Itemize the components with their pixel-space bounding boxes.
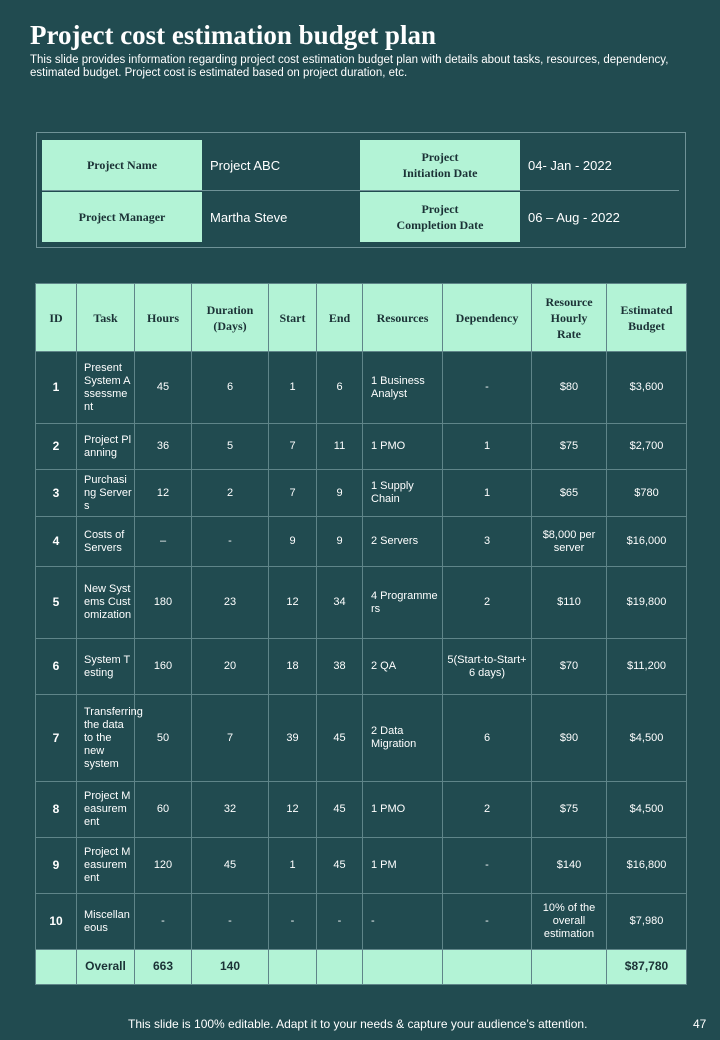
completion-date-label	[360, 192, 520, 242]
project-manager-label: Project Manager	[42, 192, 202, 242]
cell-start: -	[269, 894, 317, 950]
header-id: ID	[36, 284, 77, 352]
completion-date-label-line2: Completion Date	[396, 218, 484, 232]
table-row	[36, 782, 687, 838]
cell-duration: 20	[192, 639, 269, 695]
cell-id: 10	[36, 894, 77, 950]
project-name-value: Project ABC	[210, 157, 281, 173]
cell-rate: $80	[532, 352, 607, 424]
cell-rate: 10% of the overall estimation	[532, 894, 607, 950]
cell-task: Present System Assessment	[77, 352, 135, 424]
table-row	[36, 695, 687, 782]
table-row	[36, 894, 687, 950]
cell-duration: 45	[192, 838, 269, 894]
cell-budget: $7,980	[607, 894, 687, 950]
initiation-date-label	[360, 140, 520, 190]
cell-task: System Testing	[77, 639, 135, 695]
cell-resources: 1 Supply Chain	[363, 470, 443, 517]
cell-hours: 50	[135, 695, 192, 782]
cell-id: 2	[36, 424, 77, 470]
cell-resources: 2 QA	[363, 639, 443, 695]
total-cell-empty	[363, 950, 443, 985]
cell-budget: $19,800	[607, 567, 687, 639]
slide-title: Project cost estimation budget plan	[30, 20, 436, 50]
cell-duration: 6	[192, 352, 269, 424]
cell-end: 9	[317, 517, 363, 567]
cell-start: 1	[269, 352, 317, 424]
cell-end: -	[317, 894, 363, 950]
project-name-label: Project Name	[42, 140, 202, 190]
total-cell-empty	[532, 950, 607, 985]
header-task: Task	[77, 284, 135, 352]
cell-hours: 120	[135, 838, 192, 894]
cell-rate: $75	[532, 782, 607, 838]
cell-task: Project Measurement	[77, 838, 135, 894]
cell-resources: -	[363, 894, 443, 950]
cell-hours: -	[135, 894, 192, 950]
cell-task: Purchasing Servers	[77, 470, 135, 517]
cell-duration: -	[192, 894, 269, 950]
info-divider	[42, 190, 679, 191]
cell-hours: 160	[135, 639, 192, 695]
cell-resources: 2 Data Migration	[363, 695, 443, 782]
cell-duration: 7	[192, 695, 269, 782]
cell-dependency: 6	[443, 695, 532, 782]
table-header-row	[36, 284, 687, 352]
header-rate-line2: Hourly	[550, 310, 588, 325]
cell-duration: 23	[192, 567, 269, 639]
cell-id: 5	[36, 567, 77, 639]
table-row	[36, 424, 687, 470]
cell-resources: 1 Business Analyst	[363, 352, 443, 424]
cell-dependency: 5(Start-to-Start+ 6 days)	[443, 639, 532, 695]
header-budget-line2: Budget	[628, 318, 665, 333]
cell-budget: $11,200	[607, 639, 687, 695]
header-dependency: Dependency	[443, 284, 532, 352]
cell-budget: $780	[607, 470, 687, 517]
header-end: End	[317, 284, 363, 352]
table-row	[36, 567, 687, 639]
cell-task: New Systems Customization	[77, 567, 135, 639]
cell-duration: 2	[192, 470, 269, 517]
header-rate-line1: Resource	[545, 294, 593, 309]
cell-rate: $90	[532, 695, 607, 782]
cell-budget: $16,000	[607, 517, 687, 567]
total-duration: 140	[192, 950, 269, 985]
cell-resources: 2 Servers	[363, 517, 443, 567]
cell-end: 11	[317, 424, 363, 470]
cell-end: 6	[317, 352, 363, 424]
cell-duration: -	[192, 517, 269, 567]
cell-id: 1	[36, 352, 77, 424]
cell-resources: 1 PMO	[363, 424, 443, 470]
cell-task: Project Measurement	[77, 782, 135, 838]
total-hours: 663	[135, 950, 192, 985]
cell-end: 45	[317, 838, 363, 894]
initiation-date-label-line1: Project	[421, 150, 459, 164]
total-cell-empty	[269, 950, 317, 985]
project-info-box	[36, 132, 686, 248]
cell-resources: 1 PMO	[363, 782, 443, 838]
slide-subtitle: This slide provides information regarding project cost estimation budget plan with details about tasks, resources, dependency, estimated budget. Project cost is estimated based on project duration, etc.	[30, 54, 669, 79]
budget-table-wrapper	[35, 283, 686, 985]
cell-dependency: -	[443, 894, 532, 950]
cell-id: 3	[36, 470, 77, 517]
footer-text: This slide is 100% editable. Adapt it to your needs & capture your audience’s attention.	[128, 1017, 588, 1031]
cell-start: 12	[269, 782, 317, 838]
header-budget	[607, 284, 687, 352]
total-cell-empty	[443, 950, 532, 985]
cell-budget: $16,800	[607, 838, 687, 894]
cell-budget: $3,600	[607, 352, 687, 424]
cell-id: 8	[36, 782, 77, 838]
cell-duration: 32	[192, 782, 269, 838]
cell-budget: $4,500	[607, 695, 687, 782]
cell-resources: 4 Programmers	[363, 567, 443, 639]
cell-end: 38	[317, 639, 363, 695]
table-row	[36, 517, 687, 567]
header-budget-line1: Estimated	[620, 302, 673, 317]
cell-id: 4	[36, 517, 77, 567]
cell-start: 9	[269, 517, 317, 567]
table-row	[36, 352, 687, 424]
initiation-date-label-line2: Initiation Date	[402, 166, 478, 180]
cell-id: 6	[36, 639, 77, 695]
table-row	[36, 838, 687, 894]
cell-dependency: 1	[443, 424, 532, 470]
completion-date-label-line1: Project	[421, 202, 459, 216]
cell-task: Project Planning	[77, 424, 135, 470]
cell-rate: $75	[532, 424, 607, 470]
table-row	[36, 470, 687, 517]
initiation-date-value: 04- Jan - 2022	[528, 157, 612, 173]
cell-rate: $70	[532, 639, 607, 695]
cell-rate: $110	[532, 567, 607, 639]
cell-budget: $2,700	[607, 424, 687, 470]
cell-dependency: -	[443, 838, 532, 894]
cell-hours: –	[135, 517, 192, 567]
cell-end: 45	[317, 782, 363, 838]
table-row	[36, 639, 687, 695]
cell-dependency: 2	[443, 782, 532, 838]
budget-table	[35, 283, 687, 985]
cell-dependency: 3	[443, 517, 532, 567]
cell-end: 34	[317, 567, 363, 639]
page-number: 47	[693, 1017, 707, 1031]
cell-start: 39	[269, 695, 317, 782]
cell-rate: $65	[532, 470, 607, 517]
cell-task: Costs of Servers	[77, 517, 135, 567]
project-manager-value: Martha Steve	[210, 209, 288, 225]
cell-hours: 60	[135, 782, 192, 838]
completion-date-value: 06 – Aug - 2022	[528, 209, 620, 225]
cell-id: 9	[36, 838, 77, 894]
header-resources: Resources	[363, 284, 443, 352]
total-cell-empty	[317, 950, 363, 985]
cell-end: 45	[317, 695, 363, 782]
cell-start: 7	[269, 470, 317, 517]
header-hours: Hours	[135, 284, 192, 352]
cell-task: Transferring the data to the new system	[77, 695, 135, 782]
total-budget: $87,780	[607, 950, 687, 985]
cell-start: 18	[269, 639, 317, 695]
cell-start: 1	[269, 838, 317, 894]
cell-dependency: 1	[443, 470, 532, 517]
header-rate	[532, 284, 607, 352]
cell-end: 9	[317, 470, 363, 517]
cell-id: 7	[36, 695, 77, 782]
total-cell-empty	[36, 950, 77, 985]
cell-hours: 180	[135, 567, 192, 639]
table-total-row	[36, 950, 687, 985]
cell-hours: 45	[135, 352, 192, 424]
cell-resources: 1 PM	[363, 838, 443, 894]
cell-start: 7	[269, 424, 317, 470]
cell-hours: 36	[135, 424, 192, 470]
header-duration	[192, 284, 269, 352]
header-duration-line2: (Days)	[213, 318, 247, 333]
cell-budget: $4,500	[607, 782, 687, 838]
header-rate-line3: Rate	[557, 326, 581, 341]
header-duration-line1: Duration	[206, 302, 254, 317]
total-label: Overall	[77, 950, 135, 985]
cell-dependency: -	[443, 352, 532, 424]
cell-task: Miscellaneous	[77, 894, 135, 950]
header-start: Start	[269, 284, 317, 352]
cell-hours: 12	[135, 470, 192, 517]
cell-start: 12	[269, 567, 317, 639]
cell-rate: $8,000 per server	[532, 517, 607, 567]
cell-dependency: 2	[443, 567, 532, 639]
cell-rate: $140	[532, 838, 607, 894]
cell-duration: 5	[192, 424, 269, 470]
